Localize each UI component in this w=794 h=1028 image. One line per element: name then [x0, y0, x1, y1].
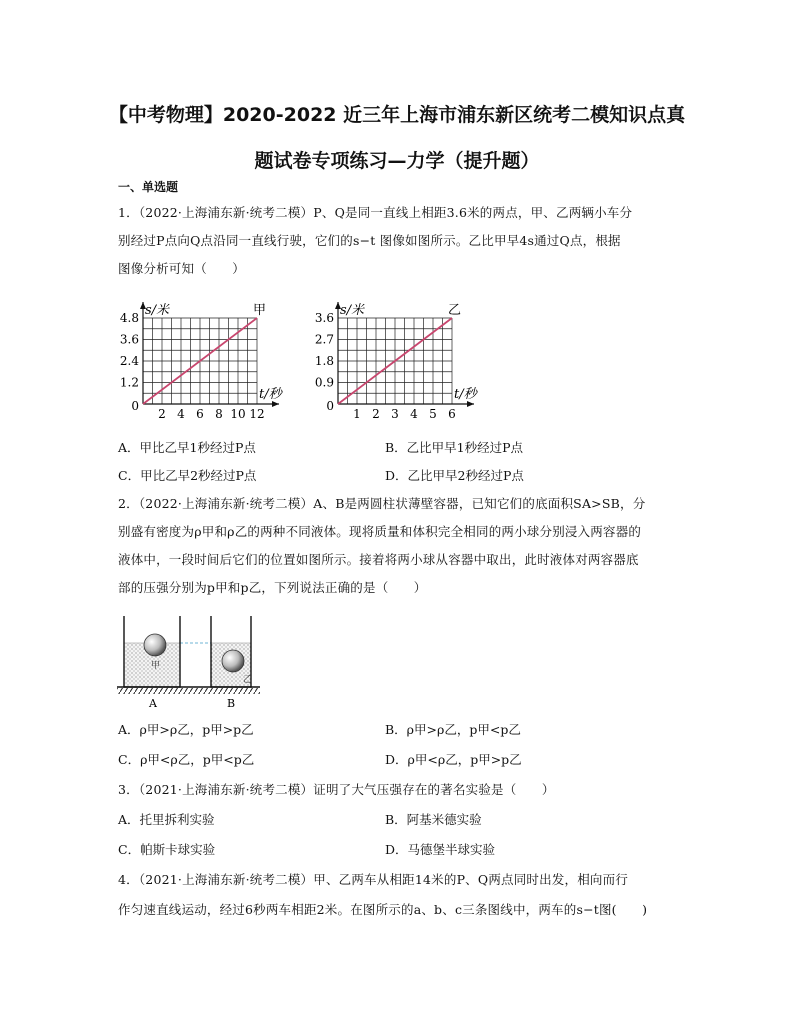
chart-yi-x-tick-label: 5 [429, 407, 437, 420]
chart-jia-y-tick-label: 4.8 [119, 311, 139, 325]
chart-jia [115, 288, 295, 420]
chart-yi-origin-label: 0 [326, 399, 334, 413]
q2-option-c[interactable]: C．ρ甲<ρ乙，p甲<p乙 [118, 752, 255, 767]
section-heading: 一、单选题 [118, 180, 179, 194]
chart-yi-x-tick-label: 2 [372, 407, 380, 420]
chart-jia-y-tick-label: 3.6 [119, 332, 139, 347]
chart-yi-y-axis-label: s/米 [340, 303, 365, 318]
q4-line-1: 4．（2021·上海浦东新·统考二模）甲、乙两车从相距14米的P、Q两点同时出发，相向而行 [118, 872, 629, 887]
chart-jia-origin-label: 0 [131, 399, 139, 413]
q2-option-b[interactable]: B．ρ甲>ρ乙，p甲<p乙 [385, 722, 521, 737]
q1-option-c[interactable]: C．甲比乙早2秒经过P点 [118, 468, 257, 483]
chart-yi [310, 288, 490, 420]
chart-jia-x-tick-label: 8 [215, 407, 223, 420]
chart-jia-x-tick-label: 12 [249, 407, 265, 420]
chart-jia-x-tick-label: 4 [177, 407, 185, 420]
chart-yi-y-tick-label: 1.8 [314, 354, 334, 368]
chart-jia-y-axis-label: s/米 [145, 303, 170, 318]
chart-jia-x-tick-label: 2 [158, 407, 166, 420]
q3-option-b[interactable]: B．阿基米德实验 [385, 812, 482, 827]
chart-yi-x-tick-label: 1 [353, 407, 361, 420]
chart-jia-y-tick-label: 2.4 [119, 354, 139, 368]
chart-yi-x-tick-label: 6 [448, 407, 456, 420]
chart-yi-y-tick-label: 0.9 [314, 375, 334, 390]
document-title-line-1: 【中考物理】2020-2022 近三年上海市浦东新区统考二模知识点真 [108, 104, 686, 126]
chart-jia-x-axis-label: t/秒 [259, 387, 282, 402]
container-figure [115, 612, 275, 712]
q1-line-2: 别经过P点向Q点沿同一直线行驶，它们的s−t 图像如图所示。乙比甲早4s通过Q点，根据 [118, 233, 621, 248]
chart-yi-y-tick-label: 3.6 [314, 311, 334, 325]
ball-b-label: 乙 [243, 675, 253, 685]
q3-option-d[interactable]: D．马德堡半球实验 [385, 842, 496, 857]
container-a-label: A [149, 697, 157, 710]
chart-yi-y-tick-label: 2.7 [314, 332, 334, 347]
chart-jia-x-tick-label: 6 [196, 407, 204, 420]
chart-yi-x-axis-label: t/秒 [454, 387, 477, 402]
chart-yi-x-tick-label: 3 [391, 407, 399, 420]
ball-a-label: 甲 [151, 661, 161, 671]
q3-option-c[interactable]: C．帕斯卡球实验 [118, 842, 216, 857]
container-b-label: B [227, 697, 236, 710]
document-title-line-2: 题试卷专项练习—力学（提升题） [254, 150, 540, 172]
q1-option-a[interactable]: A．甲比乙早1秒经过P点 [118, 440, 256, 455]
ball-a [144, 634, 166, 656]
q2-line-4: 部的压强分别为p甲和p乙，下列说法正确的是（ ） [118, 580, 427, 595]
q1-option-b[interactable]: B．乙比甲早1秒经过P点 [385, 440, 524, 455]
chart-jia-y-tick-label: 1.2 [119, 375, 139, 390]
ball-b [222, 650, 244, 672]
q2-line-3: 液体中，一段时间后它们的位置如图所示。接着将两小球从容器中取出，此时液体对两容器底 [118, 552, 639, 567]
chart-yi-title: 乙 [448, 303, 462, 318]
q4-line-2: 作匀速直线运动，经过6秒两车相距2米。在图所示的a、b、c三条图线中，两车的s−t图( ) [118, 902, 648, 917]
q2-option-d[interactable]: D．ρ甲<ρ乙，p甲>p乙 [385, 752, 522, 767]
q1-line-3: 图像分析可知（ ） [118, 261, 246, 276]
q3-option-a[interactable]: A．托里拆利实验 [118, 812, 215, 827]
q1-option-d[interactable]: D．乙比甲早2秒经过P点 [385, 468, 524, 483]
chart-yi-x-tick-label: 4 [410, 407, 418, 420]
q2-line-2: 别盛有密度为ρ甲和ρ乙的两种不同液体。现将质量和体积完全相同的两小球分别浸入两容器的 [118, 524, 642, 539]
chart-jia-x-tick-label: 10 [230, 407, 246, 420]
chart-jia-title: 甲 [253, 303, 267, 318]
q3-line-1: 3．（2021·上海浦东新·统考二模）证明了大气压强存在的著名实验是（ ） [118, 782, 555, 797]
q2-line-1: 2．（2022·上海浦东新·统考二模）A、B是两圆柱状薄壁容器，已知它们的底面积SA>SB，分 [118, 496, 646, 511]
q2-option-a[interactable]: A．ρ甲>ρ乙，p甲>p乙 [118, 722, 254, 737]
q1-line-1: 1．（2022·上海浦东新·统考二模）P、Q是同一直线上相距3.6米的两点，甲、乙两辆小车分 [118, 205, 633, 220]
